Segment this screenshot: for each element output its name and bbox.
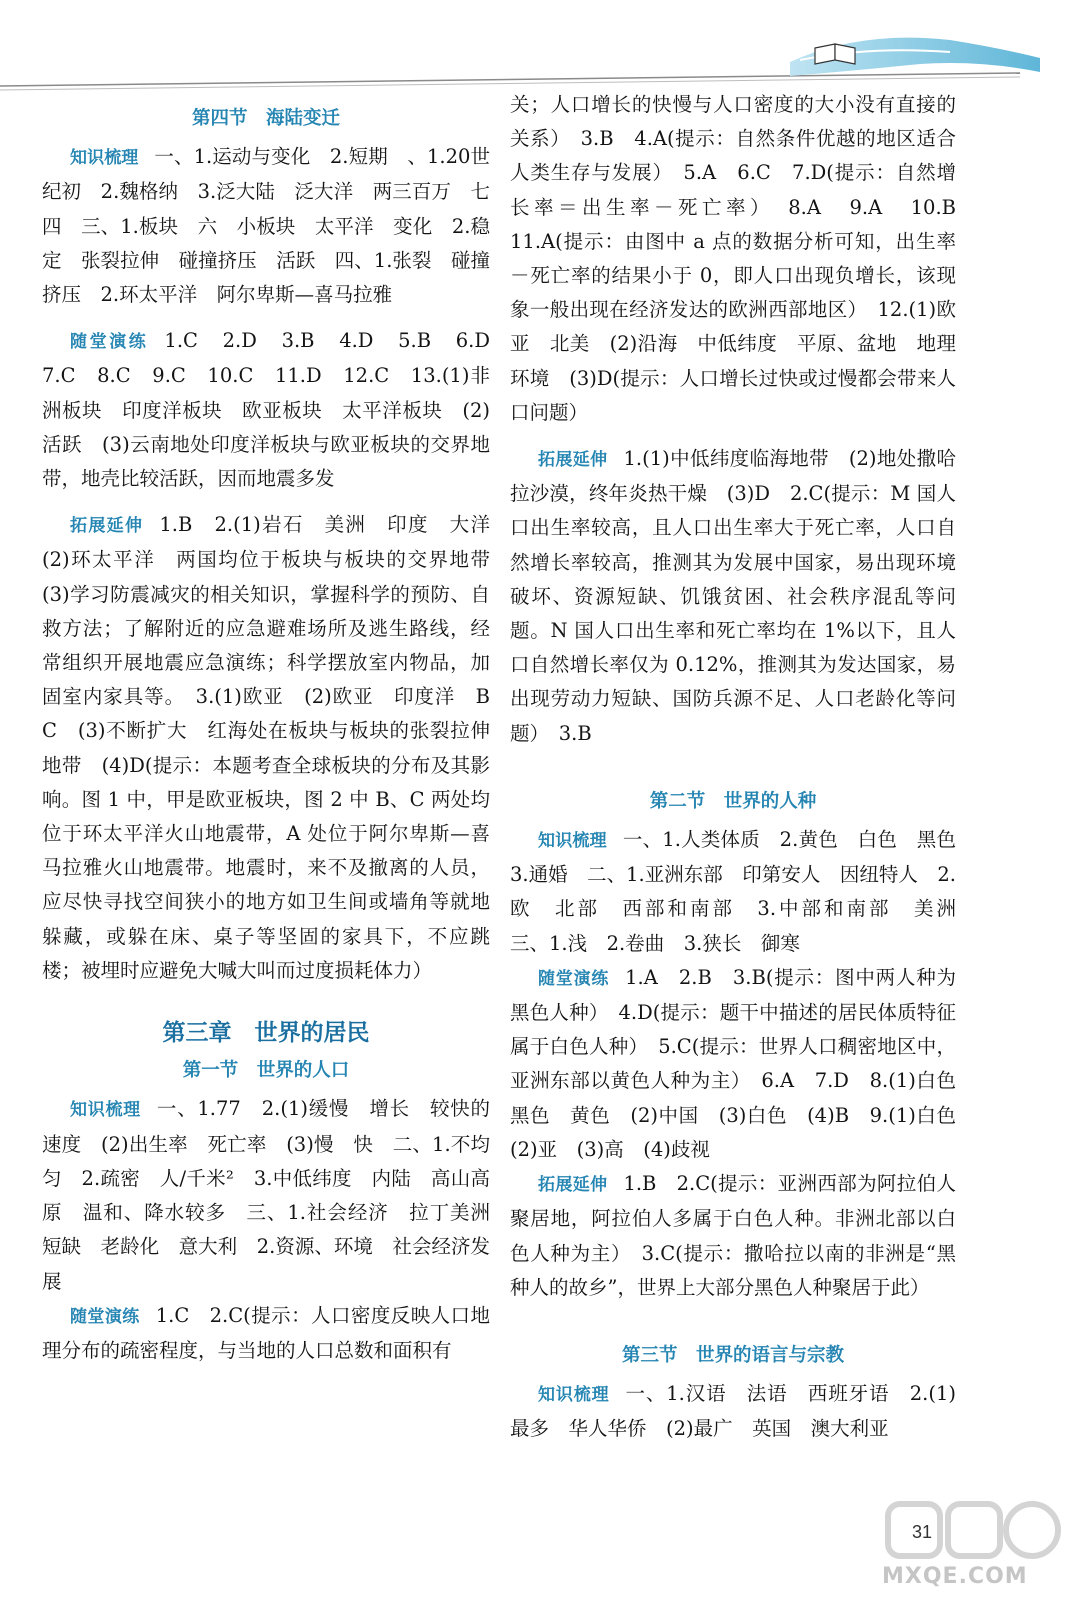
chapter-title: 第三章 世界的居民: [162, 1020, 370, 1047]
paragraph: [42, 1092, 510, 1298]
paragraph-text: 1.A 2.B 3.B(提示：图中两人种为黑色人种） 4.D(提示：题干中描述的居民体质特征属于白色人种） 5.C(提示：世界人口稠密地区中，亚洲东部以黄色人种为主） 6.A 7.D 8.(1)白色 黑色 黄色 (2)中国 (3)白色 (4)B 9.(1)白色 (2)亚 (3)高 (4)歧视: [510, 965, 976, 1161]
section-title: 第三节 世界的语言与宗教: [621, 1344, 844, 1366]
section-label: 拓展延伸: [538, 450, 608, 471]
section-label: 知识梳理: [70, 1100, 141, 1121]
section-label: 知识梳理: [538, 1385, 610, 1406]
page-number: 31: [912, 1522, 933, 1542]
right-column: [510, 88, 976, 1447]
paragraph: [42, 324, 510, 496]
paragraph: [510, 1377, 956, 1446]
paragraph: [42, 1299, 490, 1368]
left-column: [42, 88, 510, 1368]
section-label: 随堂演练: [70, 332, 149, 353]
section-title: 第四节 海陆变迁: [191, 108, 340, 129]
paragraph: [510, 823, 976, 961]
paragraph: [510, 961, 976, 1167]
section-label: 知识梳理: [538, 831, 607, 852]
paragraph-text: 1.B 2.C(提示：亚洲西部为阿拉伯人聚居地，阿拉伯人多属于白色人种。非洲北部以白色人种为主） 3.C(提示：撒哈拉以南的非洲是“黑种人的故乡”，世界上大部分黑色人种聚居于此）: [510, 1172, 957, 1299]
paragraph-text: 一、1.77 2.(1)缓慢 增长 较快的速度 (2)出生率 死亡率 (3)慢 快 二、1.不均匀 2.疏密 人/千米² 3.中低纬度 内陆 高山高原 温和、降水较多 三、1.社会经济 拉丁美洲 短缺 老龄化 意大利 2.资源、环境 社会经济发展: [42, 1097, 510, 1293]
section-title: 第一节 世界的人口: [182, 1060, 350, 1082]
paragraph-text: 一、1.人类体质 2.黄色 白色 黑色 3.通婚 二、1.亚洲东部 印第安人 因纽特人 2.欧 北部 西部和南部 3.中部和南部 美洲 三、1.浅 2.卷曲 3.狭长 御寒: [510, 828, 976, 955]
paragraph-text: 一、1.汉语 法语 西班牙语 2.(1)最多 华人华侨 (2)最广 英国 澳大利亚: [510, 1382, 956, 1441]
paragraph: [42, 508, 510, 988]
section-label: 拓展延伸: [538, 1175, 608, 1196]
section-label: 随堂演练: [538, 968, 610, 989]
section-label: 随堂演练: [70, 1306, 140, 1327]
paragraph-text: 1.C 2.C(提示：人口密度反映人口地理分布的疏密程度，与当地的人口总数和面积有: [42, 1303, 490, 1362]
paragraph-text: 1.C 2.D 3.B 4.D 5.B 6.D 7.C 8.C 9.C 10.C 11.D 12.C 13.(1)非洲板块 印度洋板块 欧亚板块 太平洋板块 (2)活跃 (3)云南地处印度洋板块与欧亚板块的交界地带，地壳比较活跃，因而地震多发: [42, 329, 510, 491]
section-title: 第二节 世界的人种: [649, 790, 817, 812]
paragraph-text: 1.(1)中低纬度临海地带 (2)地处撒哈拉沙漠，终年炎热干燥 (3)D 2.C(提示：M 国人口出生率较高，且人口出生率大于死亡率，人口自然增长率较高，推测其为发展中国家，易出现环境破坏、资源短缺、饥饿贫困、社会秩序混乱等问题。N 国人口出生率和死亡率均在 1%以下，且人口自然增长率仅为 0.12%，推测其为发达国家，易出现劳动力短缺、国防兵源不足、人口老龄化等问题） 3.B: [510, 447, 956, 745]
paragraph-text: 一、1.运动与变化 2.短期 、1.20世纪初 2.魏格纳 3.泛大陆 泛大洋 两三百万 七 四 三、1.板块 六 小板块 太平洋 变化 2.稳定 张裂拉伸 碰撞挤压 活跃 四、1.张裂 碰撞挤压 2.环太平洋 阿尔卑斯—喜马拉雅: [42, 145, 510, 307]
section-label: 拓展延伸: [70, 516, 144, 537]
paragraph-text: 1.B 2.(1)岩石 美洲 印度 大洋 (2)环太平洋 两国均位于板块与板块的交界地带 (3)学习防震减灾的相关知识，掌握科学的预防、自救方法；了解附近的应急避难场所及逃生路线，经常组织开展地震应急演练；科学摆放室内物品，加固室内家具等。 3.(1)欧亚 (2)欧亚 印度洋 B C (3)不断扩大 红海处在板块与板块的张裂拉伸地带 (4)D(提示：本题考查全球板块的分布及其影响。图 1 中，甲是欧亚板块，图 2 中 B、C 两处均位于环太平洋火山地震带，A 处位于阿尔卑斯—喜马拉雅火山地震带。地震时，来不及撤离的人员，应尽快寻找空间狭小的地方如卫生间或墙角等就地躲藏，或躲在床、桌子等坚固的家具下，不应跳楼；被埋时应避免大喊大叫而过度损耗体力）: [42, 513, 510, 982]
paragraph: [42, 140, 510, 312]
paragraph-text: 关；人口增长的快慢与人口密度的大小没有直接的关系） 3.B 4.A(提示：自然条件优越的地区适合人类生存与发展） 5.A 6.C 7.D(提示：自然增长率＝出生率－死亡率） 8.A 9.A 10.B 11.A(提示：由图中 a 点的数据分析可知，出生率－死亡率的结果小于 0，即人口出现负增长，该现象一般出现在经济发达的欧洲西部地区） 12.(1)欧 亚 北美 (2)沿海 中低纬度 平原、盆地 地理环境 (3)D(提示：人口增长过快或过慢都会带来人口问题）: [510, 93, 976, 424]
paragraph: [510, 442, 956, 751]
section-label: 知识梳理: [70, 148, 139, 169]
watermark-text: MXQE.COM: [882, 1564, 1028, 1589]
paragraph: [510, 1167, 956, 1305]
